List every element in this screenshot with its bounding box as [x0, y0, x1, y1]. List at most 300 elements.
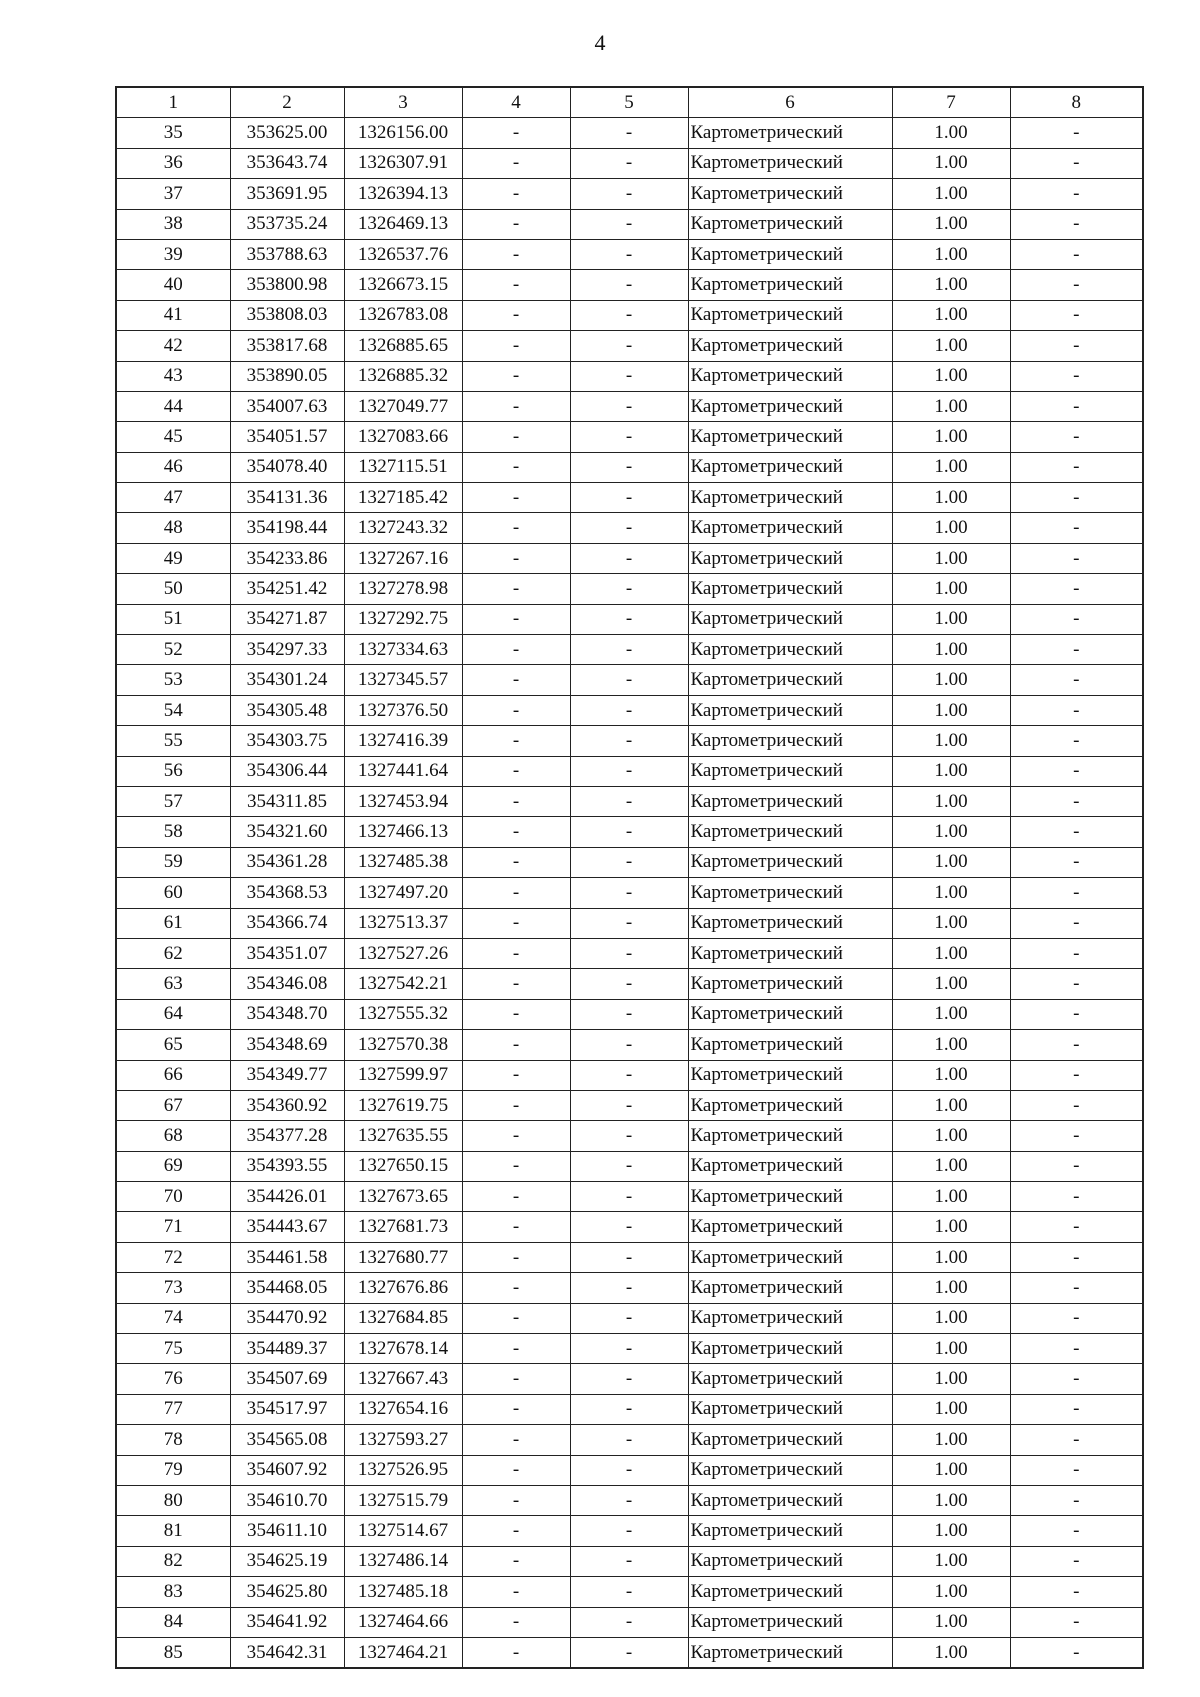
point-number-cell: 81: [116, 1516, 230, 1546]
x-coordinate-cell: 353691.95: [230, 179, 344, 209]
accuracy-cell: 1.00: [892, 1060, 1010, 1090]
col5-cell: -: [570, 543, 688, 573]
accuracy-cell: 1.00: [892, 665, 1010, 695]
col5-cell: -: [570, 908, 688, 938]
col4-cell: -: [462, 179, 570, 209]
point-number-cell: 41: [116, 300, 230, 330]
x-coordinate-cell: 354306.44: [230, 756, 344, 786]
col4-cell: -: [462, 878, 570, 908]
x-coordinate-cell: 354443.67: [230, 1212, 344, 1242]
table-row: [116, 756, 1143, 786]
method-cell: Картометрический: [688, 756, 892, 786]
table-row: [116, 1273, 1143, 1303]
point-number-cell: 68: [116, 1121, 230, 1151]
col8-cell: -: [1010, 543, 1143, 573]
col4-cell: -: [462, 1242, 570, 1272]
accuracy-cell: 1.00: [892, 635, 1010, 665]
col8-cell: -: [1010, 1607, 1143, 1637]
x-coordinate-cell: 354610.70: [230, 1485, 344, 1515]
col4-cell: -: [462, 1030, 570, 1060]
col4-cell: -: [462, 1303, 570, 1333]
x-coordinate-cell: 354377.28: [230, 1121, 344, 1151]
method-cell: Картометрический: [688, 1455, 892, 1485]
table-row: [116, 817, 1143, 847]
col5-cell: -: [570, 452, 688, 482]
table-row: [116, 452, 1143, 482]
x-coordinate-cell: 353788.63: [230, 239, 344, 269]
method-cell: Картометрический: [688, 695, 892, 725]
y-coordinate-cell: 1327619.75: [344, 1090, 462, 1120]
col5-cell: -: [570, 513, 688, 543]
column-header: 4: [462, 87, 570, 118]
col4-cell: -: [462, 452, 570, 482]
x-coordinate-cell: 354007.63: [230, 391, 344, 421]
method-cell: Картометрический: [688, 665, 892, 695]
point-number-cell: 60: [116, 878, 230, 908]
accuracy-cell: 1.00: [892, 999, 1010, 1029]
y-coordinate-cell: 1327599.97: [344, 1060, 462, 1090]
method-cell: Картометрический: [688, 118, 892, 148]
col4-cell: -: [462, 1546, 570, 1576]
method-cell: Картометрический: [688, 361, 892, 391]
table-row: [116, 1121, 1143, 1151]
accuracy-cell: 1.00: [892, 938, 1010, 968]
accuracy-cell: 1.00: [892, 1637, 1010, 1668]
method-cell: Картометрический: [688, 908, 892, 938]
table-row: [116, 1425, 1143, 1455]
y-coordinate-cell: 1327083.66: [344, 422, 462, 452]
method-cell: Картометрический: [688, 452, 892, 482]
y-coordinate-cell: 1327278.98: [344, 574, 462, 604]
x-coordinate-cell: 354078.40: [230, 452, 344, 482]
table-row: [116, 361, 1143, 391]
col4-cell: -: [462, 1637, 570, 1668]
point-number-cell: 50: [116, 574, 230, 604]
method-cell: Картометрический: [688, 1303, 892, 1333]
x-coordinate-cell: 354426.01: [230, 1182, 344, 1212]
accuracy-cell: 1.00: [892, 847, 1010, 877]
table-row: [116, 908, 1143, 938]
col8-cell: -: [1010, 1273, 1143, 1303]
x-coordinate-cell: 354051.57: [230, 422, 344, 452]
y-coordinate-cell: 1327441.64: [344, 756, 462, 786]
col5-cell: -: [570, 422, 688, 452]
x-coordinate-cell: 354346.08: [230, 969, 344, 999]
col5-cell: -: [570, 1577, 688, 1607]
col4-cell: -: [462, 1577, 570, 1607]
point-number-cell: 64: [116, 999, 230, 1029]
method-cell: Картометрический: [688, 513, 892, 543]
y-coordinate-cell: 1327376.50: [344, 695, 462, 725]
y-coordinate-cell: 1327243.32: [344, 513, 462, 543]
accuracy-cell: 1.00: [892, 239, 1010, 269]
y-coordinate-cell: 1326156.00: [344, 118, 462, 148]
accuracy-cell: 1.00: [892, 1334, 1010, 1364]
method-cell: Картометрический: [688, 483, 892, 513]
col5-cell: -: [570, 1273, 688, 1303]
col8-cell: -: [1010, 847, 1143, 877]
accuracy-cell: 1.00: [892, 695, 1010, 725]
y-coordinate-cell: 1326673.15: [344, 270, 462, 300]
col8-cell: -: [1010, 422, 1143, 452]
col8-cell: -: [1010, 270, 1143, 300]
accuracy-cell: 1.00: [892, 513, 1010, 543]
col5-cell: -: [570, 1334, 688, 1364]
table-row: [116, 1455, 1143, 1485]
y-coordinate-cell: 1327555.32: [344, 999, 462, 1029]
accuracy-cell: 1.00: [892, 300, 1010, 330]
point-number-cell: 85: [116, 1637, 230, 1668]
table-row: [116, 270, 1143, 300]
table-row: [116, 1607, 1143, 1637]
table-row: [116, 331, 1143, 361]
method-cell: Картометрический: [688, 543, 892, 573]
column-header: 2: [230, 87, 344, 118]
y-coordinate-cell: 1327684.85: [344, 1303, 462, 1333]
col4-cell: -: [462, 695, 570, 725]
col4-cell: -: [462, 817, 570, 847]
col5-cell: -: [570, 300, 688, 330]
point-number-cell: 71: [116, 1212, 230, 1242]
col5-cell: -: [570, 118, 688, 148]
col5-cell: -: [570, 695, 688, 725]
col5-cell: -: [570, 786, 688, 816]
point-number-cell: 56: [116, 756, 230, 786]
x-coordinate-cell: 354131.36: [230, 483, 344, 513]
point-number-cell: 45: [116, 422, 230, 452]
col5-cell: -: [570, 604, 688, 634]
x-coordinate-cell: 354642.31: [230, 1637, 344, 1668]
accuracy-cell: 1.00: [892, 483, 1010, 513]
col5-cell: -: [570, 1546, 688, 1576]
col8-cell: -: [1010, 1485, 1143, 1515]
col4-cell: -: [462, 239, 570, 269]
y-coordinate-cell: 1327515.79: [344, 1485, 462, 1515]
accuracy-cell: 1.00: [892, 1303, 1010, 1333]
col8-cell: -: [1010, 1394, 1143, 1424]
col4-cell: -: [462, 1425, 570, 1455]
table-row: [116, 1485, 1143, 1515]
point-number-cell: 67: [116, 1090, 230, 1120]
y-coordinate-cell: 1327667.43: [344, 1364, 462, 1394]
method-cell: Картометрический: [688, 1637, 892, 1668]
table-row: [116, 179, 1143, 209]
y-coordinate-cell: 1327334.63: [344, 635, 462, 665]
col4-cell: -: [462, 1364, 570, 1394]
table-row: [116, 148, 1143, 178]
point-number-cell: 74: [116, 1303, 230, 1333]
point-number-cell: 80: [116, 1485, 230, 1515]
point-number-cell: 57: [116, 786, 230, 816]
col8-cell: -: [1010, 331, 1143, 361]
x-coordinate-cell: 354625.80: [230, 1577, 344, 1607]
table-row: [116, 1090, 1143, 1120]
col8-cell: -: [1010, 1121, 1143, 1151]
accuracy-cell: 1.00: [892, 1030, 1010, 1060]
col4-cell: -: [462, 604, 570, 634]
table-row: [116, 1060, 1143, 1090]
x-coordinate-cell: 353735.24: [230, 209, 344, 239]
accuracy-cell: 1.00: [892, 1090, 1010, 1120]
x-coordinate-cell: 354607.92: [230, 1455, 344, 1485]
col4-cell: -: [462, 756, 570, 786]
point-number-cell: 54: [116, 695, 230, 725]
y-coordinate-cell: 1327678.14: [344, 1334, 462, 1364]
col4-cell: -: [462, 1060, 570, 1090]
method-cell: Картометрический: [688, 847, 892, 877]
table-row: [116, 239, 1143, 269]
col5-cell: -: [570, 574, 688, 604]
col4-cell: -: [462, 999, 570, 1029]
column-header: 3: [344, 87, 462, 118]
accuracy-cell: 1.00: [892, 574, 1010, 604]
col4-cell: -: [462, 726, 570, 756]
col8-cell: -: [1010, 1151, 1143, 1181]
col5-cell: -: [570, 817, 688, 847]
y-coordinate-cell: 1327527.26: [344, 938, 462, 968]
y-coordinate-cell: 1327654.16: [344, 1394, 462, 1424]
col8-cell: -: [1010, 300, 1143, 330]
col5-cell: -: [570, 1455, 688, 1485]
y-coordinate-cell: 1327650.15: [344, 1151, 462, 1181]
x-coordinate-cell: 354517.97: [230, 1394, 344, 1424]
accuracy-cell: 1.00: [892, 908, 1010, 938]
column-header: 7: [892, 87, 1010, 118]
method-cell: Картометрический: [688, 726, 892, 756]
y-coordinate-cell: 1327115.51: [344, 452, 462, 482]
col8-cell: -: [1010, 756, 1143, 786]
y-coordinate-cell: 1327673.65: [344, 1182, 462, 1212]
col4-cell: -: [462, 1151, 570, 1181]
y-coordinate-cell: 1327593.27: [344, 1425, 462, 1455]
y-coordinate-cell: 1327497.20: [344, 878, 462, 908]
point-number-cell: 39: [116, 239, 230, 269]
method-cell: Картометрический: [688, 179, 892, 209]
method-cell: Картометрический: [688, 604, 892, 634]
point-number-cell: 65: [116, 1030, 230, 1060]
col4-cell: -: [462, 513, 570, 543]
y-coordinate-cell: 1326885.65: [344, 331, 462, 361]
method-cell: Картометрический: [688, 574, 892, 604]
method-cell: Картометрический: [688, 270, 892, 300]
col4-cell: -: [462, 574, 570, 604]
col8-cell: -: [1010, 878, 1143, 908]
accuracy-cell: 1.00: [892, 786, 1010, 816]
table-row: [116, 118, 1143, 148]
col8-cell: -: [1010, 695, 1143, 725]
point-number-cell: 48: [116, 513, 230, 543]
col8-cell: -: [1010, 665, 1143, 695]
col5-cell: -: [570, 1151, 688, 1181]
col4-cell: -: [462, 665, 570, 695]
method-cell: Картометрический: [688, 1334, 892, 1364]
method-cell: Картометрический: [688, 938, 892, 968]
point-number-cell: 51: [116, 604, 230, 634]
accuracy-cell: 1.00: [892, 817, 1010, 847]
x-coordinate-cell: 354360.92: [230, 1090, 344, 1120]
x-coordinate-cell: 353890.05: [230, 361, 344, 391]
table-row: [116, 665, 1143, 695]
table-row: [116, 1516, 1143, 1546]
table-row: [116, 422, 1143, 452]
col8-cell: -: [1010, 1090, 1143, 1120]
col5-cell: -: [570, 1212, 688, 1242]
y-coordinate-cell: 1327049.77: [344, 391, 462, 421]
method-cell: Картометрический: [688, 999, 892, 1029]
x-coordinate-cell: 353817.68: [230, 331, 344, 361]
table-row: [116, 1212, 1143, 1242]
col8-cell: -: [1010, 604, 1143, 634]
point-number-cell: 58: [116, 817, 230, 847]
point-number-cell: 37: [116, 179, 230, 209]
method-cell: Картометрический: [688, 148, 892, 178]
x-coordinate-cell: 354366.74: [230, 908, 344, 938]
table-row: [116, 1334, 1143, 1364]
point-number-cell: 36: [116, 148, 230, 178]
point-number-cell: 70: [116, 1182, 230, 1212]
col8-cell: -: [1010, 817, 1143, 847]
method-cell: Картометрический: [688, 786, 892, 816]
page-number: 4: [594, 30, 606, 55]
col5-cell: -: [570, 756, 688, 786]
point-number-cell: 63: [116, 969, 230, 999]
x-coordinate-cell: 354311.85: [230, 786, 344, 816]
table-row: [116, 1303, 1143, 1333]
x-coordinate-cell: 353808.03: [230, 300, 344, 330]
point-number-cell: 53: [116, 665, 230, 695]
method-cell: Картометрический: [688, 1394, 892, 1424]
accuracy-cell: 1.00: [892, 1425, 1010, 1455]
table-row: [116, 209, 1143, 239]
col4-cell: -: [462, 1607, 570, 1637]
table-row: [116, 1151, 1143, 1181]
column-header: 1: [116, 87, 230, 118]
x-coordinate-cell: 354198.44: [230, 513, 344, 543]
col4-cell: -: [462, 1182, 570, 1212]
table-row: [116, 483, 1143, 513]
col4-cell: -: [462, 270, 570, 300]
y-coordinate-cell: 1327185.42: [344, 483, 462, 513]
col4-cell: -: [462, 300, 570, 330]
col8-cell: -: [1010, 969, 1143, 999]
col8-cell: -: [1010, 209, 1143, 239]
col8-cell: -: [1010, 239, 1143, 269]
col5-cell: -: [570, 270, 688, 300]
accuracy-cell: 1.00: [892, 209, 1010, 239]
col4-cell: -: [462, 786, 570, 816]
col4-cell: -: [462, 543, 570, 573]
point-number-cell: 61: [116, 908, 230, 938]
col5-cell: -: [570, 1485, 688, 1515]
col5-cell: -: [570, 1607, 688, 1637]
table-row: [116, 999, 1143, 1029]
point-number-cell: 82: [116, 1546, 230, 1576]
point-number-cell: 79: [116, 1455, 230, 1485]
y-coordinate-cell: 1327676.86: [344, 1273, 462, 1303]
x-coordinate-cell: 354233.86: [230, 543, 344, 573]
y-coordinate-cell: 1327514.67: [344, 1516, 462, 1546]
y-coordinate-cell: 1327513.37: [344, 908, 462, 938]
point-number-cell: 49: [116, 543, 230, 573]
accuracy-cell: 1.00: [892, 969, 1010, 999]
col4-cell: -: [462, 1455, 570, 1485]
y-coordinate-cell: 1327486.14: [344, 1546, 462, 1576]
col8-cell: -: [1010, 1425, 1143, 1455]
point-number-cell: 46: [116, 452, 230, 482]
y-coordinate-cell: 1327292.75: [344, 604, 462, 634]
table-row: [116, 1577, 1143, 1607]
col8-cell: -: [1010, 1030, 1143, 1060]
point-number-cell: 69: [116, 1151, 230, 1181]
point-number-cell: 78: [116, 1425, 230, 1455]
accuracy-cell: 1.00: [892, 331, 1010, 361]
point-number-cell: 55: [116, 726, 230, 756]
x-coordinate-cell: 353625.00: [230, 118, 344, 148]
accuracy-cell: 1.00: [892, 422, 1010, 452]
x-coordinate-cell: 354348.70: [230, 999, 344, 1029]
col4-cell: -: [462, 148, 570, 178]
col4-cell: -: [462, 391, 570, 421]
x-coordinate-cell: 354271.87: [230, 604, 344, 634]
method-cell: Картометрический: [688, 1273, 892, 1303]
col5-cell: -: [570, 1060, 688, 1090]
col5-cell: -: [570, 1242, 688, 1272]
x-coordinate-cell: 353800.98: [230, 270, 344, 300]
y-coordinate-cell: 1327485.38: [344, 847, 462, 877]
table-row: [116, 574, 1143, 604]
x-coordinate-cell: 353643.74: [230, 148, 344, 178]
table-header-row: [116, 87, 1143, 118]
method-cell: Картометрический: [688, 331, 892, 361]
accuracy-cell: 1.00: [892, 1273, 1010, 1303]
point-number-cell: 42: [116, 331, 230, 361]
y-coordinate-cell: 1326537.76: [344, 239, 462, 269]
point-number-cell: 62: [116, 938, 230, 968]
col4-cell: -: [462, 1394, 570, 1424]
table-row: [116, 786, 1143, 816]
col8-cell: -: [1010, 361, 1143, 391]
col8-cell: -: [1010, 1516, 1143, 1546]
col4-cell: -: [462, 209, 570, 239]
col8-cell: -: [1010, 1637, 1143, 1668]
col5-cell: -: [570, 1090, 688, 1120]
col8-cell: -: [1010, 391, 1143, 421]
col5-cell: -: [570, 179, 688, 209]
col4-cell: -: [462, 1090, 570, 1120]
method-cell: Картометрический: [688, 1030, 892, 1060]
method-cell: Картометрический: [688, 1242, 892, 1272]
y-coordinate-cell: 1327526.95: [344, 1455, 462, 1485]
accuracy-cell: 1.00: [892, 1242, 1010, 1272]
accuracy-cell: 1.00: [892, 1151, 1010, 1181]
accuracy-cell: 1.00: [892, 1455, 1010, 1485]
point-number-cell: 66: [116, 1060, 230, 1090]
y-coordinate-cell: 1327485.18: [344, 1577, 462, 1607]
point-number-cell: 84: [116, 1607, 230, 1637]
col4-cell: -: [462, 1273, 570, 1303]
col5-cell: -: [570, 665, 688, 695]
col4-cell: -: [462, 635, 570, 665]
method-cell: Картометрический: [688, 635, 892, 665]
method-cell: Картометрический: [688, 300, 892, 330]
col5-cell: -: [570, 361, 688, 391]
accuracy-cell: 1.00: [892, 1516, 1010, 1546]
table-row: [116, 726, 1143, 756]
table-row: [116, 1182, 1143, 1212]
method-cell: Картометрический: [688, 1090, 892, 1120]
y-coordinate-cell: 1327453.94: [344, 786, 462, 816]
col4-cell: -: [462, 1334, 570, 1364]
